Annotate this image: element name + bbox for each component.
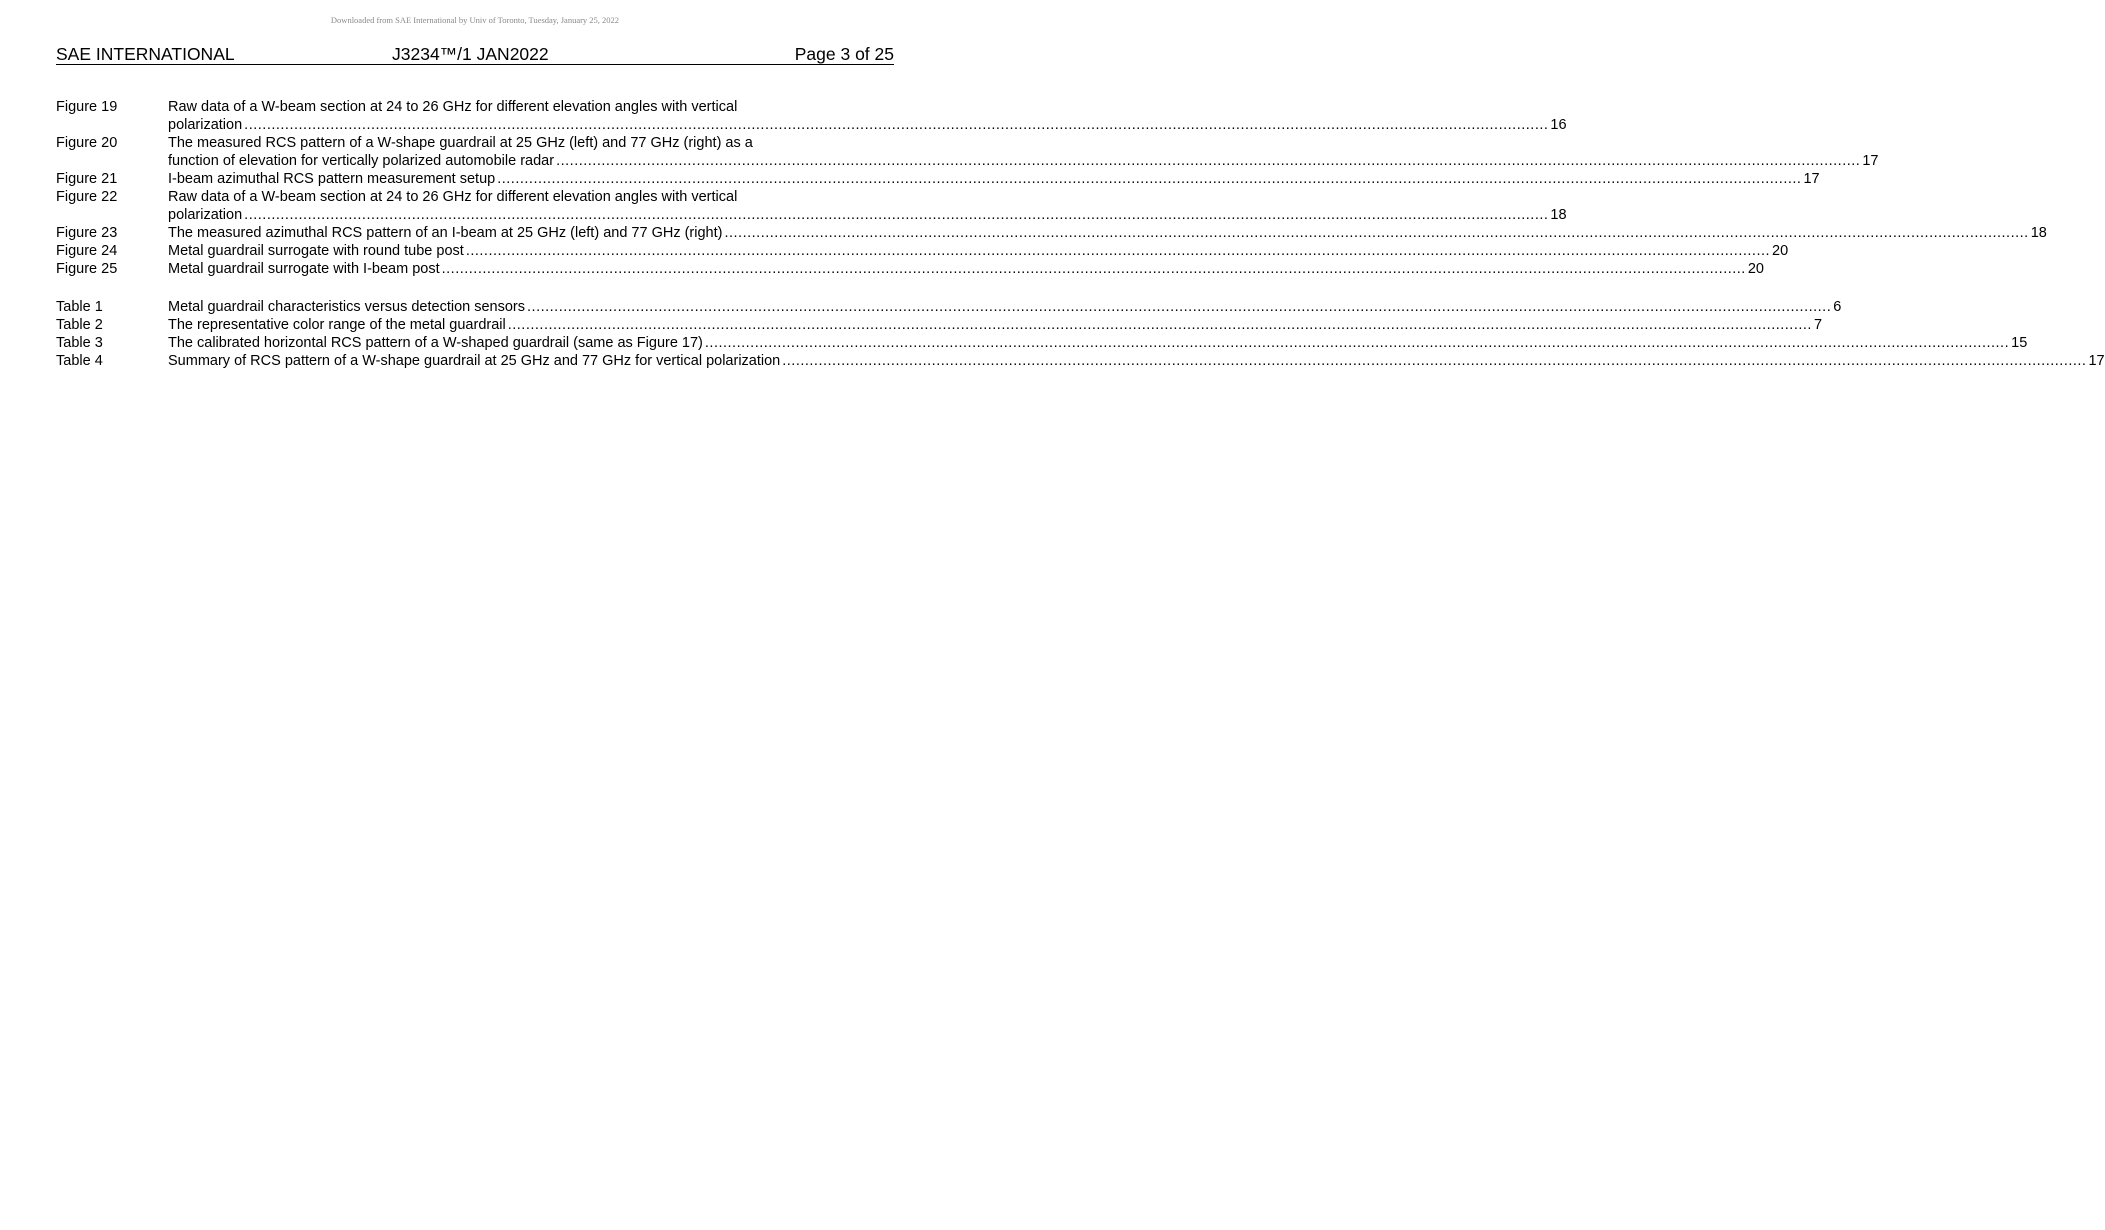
dot-leader	[782, 352, 2086, 370]
toc-entry-title: The measured azimuthal RCS pattern of an I-beam at 25 GHz (left) and 77 GHz (right)	[168, 225, 723, 241]
toc-entry-title: polarization	[168, 117, 243, 133]
toc-entry-table-4[interactable]	[56, 352, 2105, 370]
toc-entry-page: 7	[1813, 317, 1823, 333]
toc-entry-label: Table 4	[56, 353, 103, 369]
toc-entry-label: Table 1	[56, 299, 103, 315]
section-spacer	[56, 278, 881, 298]
dot-leader	[442, 260, 1746, 278]
header-page-number: Page 3 of 25	[794, 44, 894, 64]
page-header	[56, 44, 894, 65]
toc-entry-table-2[interactable]	[56, 316, 1823, 334]
toc-entry-page: 16	[1550, 117, 1567, 133]
toc-entry-label: Table 3	[56, 335, 103, 351]
toc-entry-page: 20	[1747, 261, 1764, 277]
toc-entry-label: Figure 21	[56, 171, 118, 187]
toc-entry-page: 18	[1550, 207, 1567, 223]
dot-leader	[705, 334, 2009, 352]
toc-entry-title: The calibrated horizontal RCS pattern of a W-shaped guardrail (same as Figure 17)	[168, 335, 703, 351]
toc-entry-label: Figure 19	[56, 99, 118, 115]
toc-entry-title: The measured RCS pattern of a W-shape guardrail at 25 GHz (left) and 77 GHz (right) as a	[168, 135, 753, 151]
dot-leader	[244, 116, 1548, 134]
toc-entry-title: Raw data of a W-beam section at 24 to 26 GHz for different elevation angles with vertical	[168, 189, 738, 205]
toc-entry-title: Metal guardrail characteristics versus detection sensors	[168, 299, 526, 315]
toc-entry-title: I-beam azimuthal RCS pattern measurement setup	[168, 171, 496, 187]
toc-entry-title: The representative color range of the metal guardrail	[168, 317, 506, 333]
header-org: SAE INTERNATIONAL	[56, 44, 235, 64]
toc-entry-title: Summary of RCS pattern of a W-shape guardrail at 25 GHz and 77 GHz for vertical polarization	[168, 353, 781, 369]
toc-entry-label: Figure 22	[56, 189, 118, 205]
toc-entry-page: 15	[2011, 335, 2028, 351]
header-doc-id: J3234™/1 JAN2022	[392, 44, 549, 64]
toc-entry-table-1[interactable]	[56, 298, 1842, 316]
toc-entry-figure-24[interactable]	[56, 242, 1789, 260]
toc-entry-table-3[interactable]	[56, 334, 2028, 352]
toc-entry-label: Table 2	[56, 317, 103, 333]
dot-leader	[244, 206, 1548, 224]
toc-entry-page: 20	[1772, 243, 1789, 259]
toc-entry-label: Figure 20	[56, 135, 118, 151]
dot-leader	[724, 224, 2028, 242]
toc-entry-label: Figure 24	[56, 243, 118, 259]
toc-entry-title: Metal guardrail surrogate with I-beam post	[168, 261, 440, 277]
toc-entry-page: 18	[2030, 225, 2047, 241]
toc-entry-title: Raw data of a W-beam section at 24 to 26 GHz for different elevation angles with vertical	[168, 99, 738, 115]
toc-entry-page: 17	[2088, 353, 2105, 369]
toc-entry-figure-21[interactable]	[56, 170, 1820, 188]
dot-leader	[556, 152, 1860, 170]
toc-entry-title: polarization	[168, 207, 243, 223]
dot-leader	[508, 316, 1812, 334]
toc-entry-page: 17	[1862, 153, 1879, 169]
dot-leader	[466, 242, 1770, 260]
list-of-figures-and-tables	[56, 98, 2105, 370]
toc-entry-figure-25[interactable]	[56, 260, 1764, 278]
toc-entry-title: Metal guardrail surrogate with round tube post	[168, 243, 464, 259]
toc-entry-figure-19[interactable]	[56, 98, 1567, 134]
toc-entry-title: function of elevation for vertically polarized automobile radar	[168, 153, 555, 169]
toc-entry-label: Figure 23	[56, 225, 118, 241]
toc-entry-figure-23[interactable]	[56, 224, 2047, 242]
dot-leader	[527, 298, 1831, 316]
download-watermark: Downloaded from SAE International by Univ of Toronto, Tuesday, January 25, 2022	[330, 15, 620, 25]
dot-leader	[497, 170, 1801, 188]
toc-entry-page: 6	[1833, 299, 1842, 315]
toc-entry-label: Figure 25	[56, 261, 118, 277]
toc-entry-figure-22[interactable]	[56, 188, 1567, 224]
toc-entry-figure-20[interactable]	[56, 134, 1879, 170]
toc-entry-page: 17	[1803, 171, 1820, 187]
